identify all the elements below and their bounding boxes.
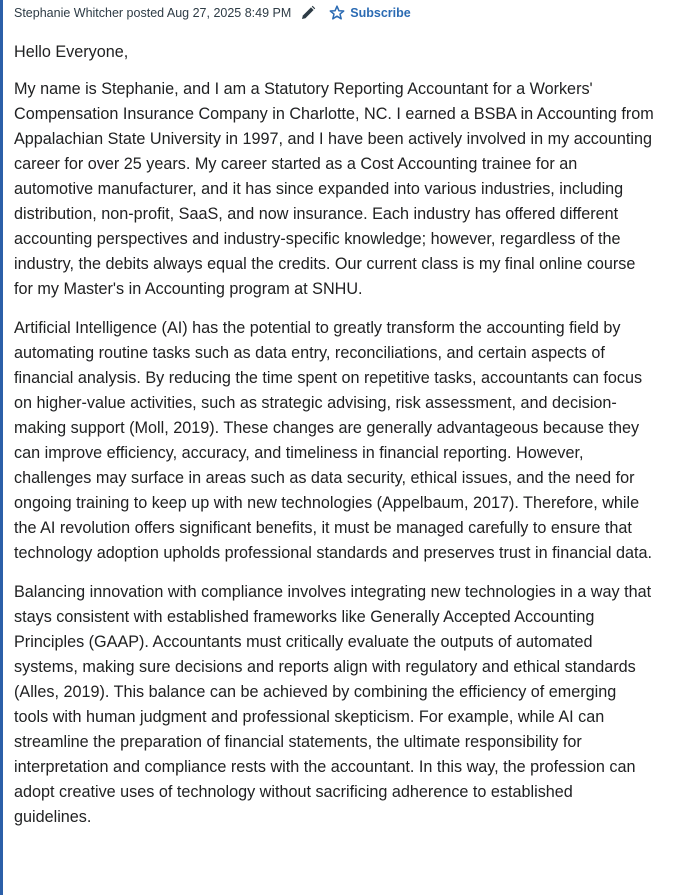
post-body <box>14 40 654 830</box>
star-outline-icon-graphic <box>329 5 345 21</box>
subscribe-button[interactable] <box>329 5 410 21</box>
subscribe-label: Subscribe <box>350 6 411 20</box>
pencil-icon[interactable] <box>299 4 317 22</box>
author-posted-line: Stephanie Whitcher posted Aug 27, 2025 8:49 PM <box>14 6 292 20</box>
post-paragraph-introduction: My name is Stephanie, and I am a Statutory Reporting Accountant for a Workers' Compensation Insurance Company in Charlotte, NC. I earned a BSBA in Accounting from Appalachian State University in 1997, and I have been actively involved in my accounting career for over 25 years. My career started as a Cost Accounting trainee for an automotive manufacturer, and it has since expanded into various industries, including distribution, non-profit, SaaS, and now insurance. Each industry has offered different accounting perspectives and industry-specific knowledge; however, regardless of the industry, the debits always equal the credits. Our current class is my final online course for my Master's in Accounting program at SNHU. <box>14 80 654 298</box>
post-paragraph-ai-impact: Artificial Intelligence (AI) has the potential to greatly transform the accounting field by automating routine tasks such as data entry, reconciliations, and certain aspects of financial analysis. By reducing the time spent on repetitive tasks, accountants can focus on higher-value activities, such as strategic advising, risk assessment, and decision-making support (Moll, 2019). These changes are generally advantageous because they can improve efficiency, accuracy, and timeliness in financial reporting. However, challenges may surface in areas such as data security, ethical issues, and the need for ongoing training to keep up with new technologies (Appelbaum, 2017). Therefore, while the AI revolution offers significant benefits, it must be managed carefully to ensure that technology adoption upholds professional standards and preserves trust in financial data. <box>14 319 653 562</box>
pencil-icon-graphic <box>300 5 316 21</box>
post-paragraph-compliance: Balancing innovation with compliance involves integrating new technologies in a way that stays consistent with established frameworks like Generally Accepted Accounting Principles (GAAP). Accountants must critically evaluate the outputs of automated systems, making sure decisions and reports align with regulatory and ethical standards (Alles, 2019). This balance can be achieved by combining the efficiency of emerging tools with human judgment and professional skepticism. For example, while AI can streamline the preparation of financial statements, the ultimate responsibility for interpretation and compliance rests with the accountant. In this way, the profession can adopt creative uses of technology without sacrificing adherence to established guidelines. <box>14 583 652 826</box>
post-greeting: Hello Everyone, <box>14 43 129 61</box>
post-header <box>14 0 689 26</box>
star-outline-icon <box>329 5 345 21</box>
